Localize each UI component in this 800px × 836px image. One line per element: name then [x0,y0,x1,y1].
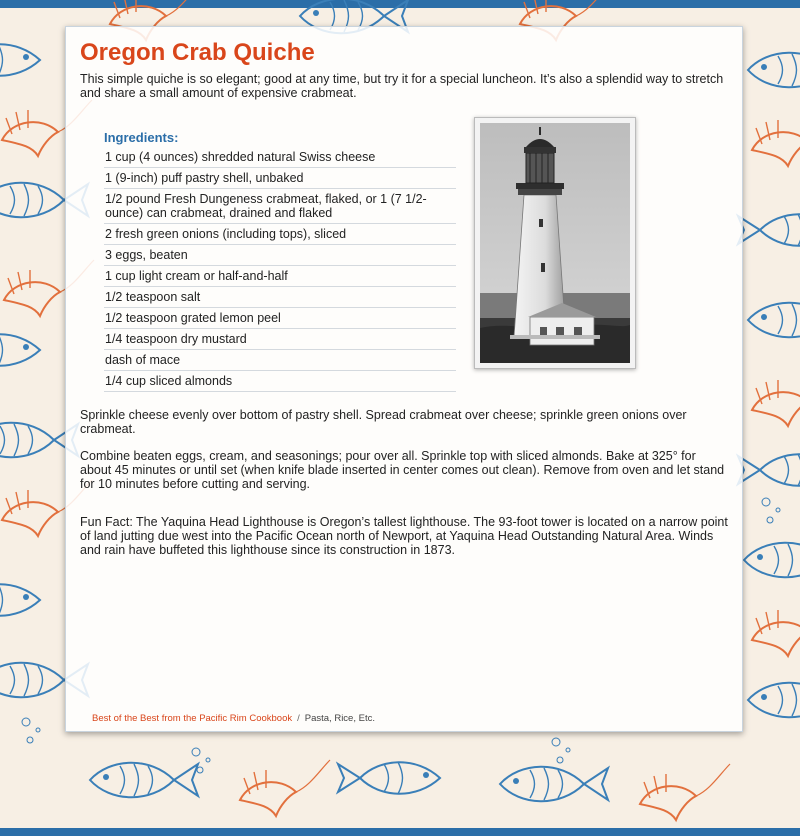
lighthouse-photo [474,117,636,369]
ingredient-item: dash of mace [104,350,456,371]
breadcrumb-separator: / [297,713,300,724]
recipe-title: Oregon Crab Quiche [80,39,315,66]
ingredient-item: 2 fresh green onions (including tops), sliced [104,224,456,245]
ingredients-heading: Ingredients: [104,130,179,145]
ingredient-item: 1 cup light cream or half-and-half [104,266,456,287]
cookbook-link[interactable]: Best of the Best from the Pacific Rim Cookbook [92,713,293,724]
fun-fact: Fun Fact: The Yaquina Head Lighthouse is Oregon’s tallest lighthouse. The 93-foot tower is located on a narrow point of land jutting due west into the Pacific Ocean north of Newport, at Yaquina Head Outstanding Natural Area. Winds and rain have buffeted this lighthouse since its construction in 1873. [80,515,728,557]
ingredient-item: 3 eggs, beaten [104,245,456,266]
direction-step-2: Combine beaten eggs, cream, and seasonings; pour over all. Sprinkle top with sliced almonds. Bake at 325° for about 45 minutes or until set (when knife blade inserted in center comes out clean). Remove from oven and let stand for 10 minutes before cutting and serving. [80,449,725,491]
ingredient-item: 1/2 pound Fresh Dungeness crabmeat, flaked, or 1 (7 1/2-ounce) can crabmeat, drained and flaked [104,189,456,224]
bottom-band [0,828,800,836]
ingredient-item: 1 cup (4 ounces) shredded natural Swiss cheese [104,147,456,168]
recipe-card [65,26,743,732]
recipe-intro: This simple quiche is so elegant; good at any time, but try it for a special luncheon. It’s also a splendid way to stretch and share a small amount of expensive crabmeat. [80,72,724,100]
breadcrumb [92,713,375,724]
ingredient-item: 1/2 teaspoon salt [104,287,456,308]
ingredient-item: 1 (9-inch) puff pastry shell, unbaked [104,168,456,189]
ingredient-item: 1/4 cup sliced almonds [104,371,456,392]
category-label: Pasta, Rice, Etc. [304,713,375,724]
ingredient-item: 1/4 teaspoon dry mustard [104,329,456,350]
direction-step-1: Sprinkle cheese evenly over bottom of pastry shell. Spread crabmeat over cheese; sprinkle green onions over crabmeat. [80,408,687,436]
ingredient-item: 1/2 teaspoon grated lemon peel [104,308,456,329]
ingredients-list [104,147,456,392]
lighthouse-illustration [480,123,630,363]
